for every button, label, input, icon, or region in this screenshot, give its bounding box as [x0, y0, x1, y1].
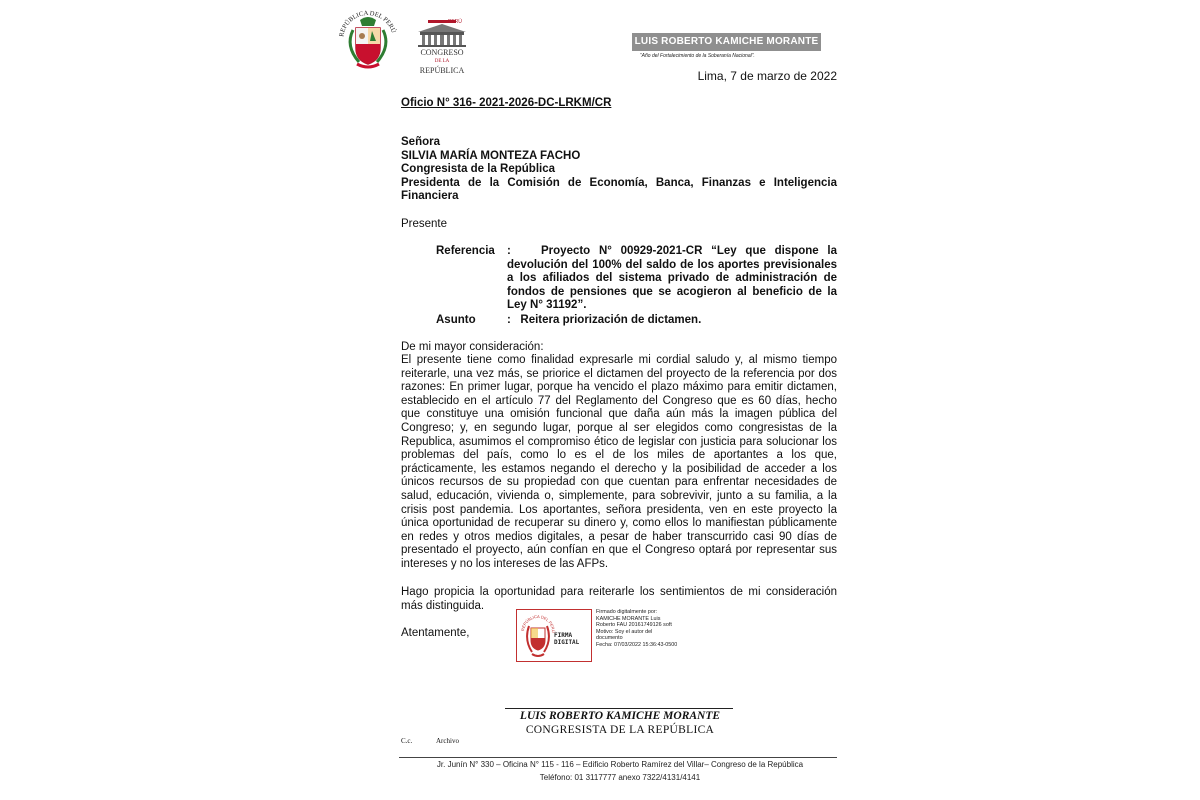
- referencia-colon: :: [507, 245, 511, 257]
- sig-info-line: KAMICHE MORANTE Luis: [596, 615, 661, 622]
- firma-digital-label: [554, 632, 579, 646]
- congreso-name: CONGRESO: [420, 48, 464, 57]
- addressee-block: [401, 136, 837, 204]
- addressee-name: SILVIA MARÍA MONTEZA FACHO: [401, 149, 581, 162]
- congreso-sub: DE LA: [434, 59, 450, 64]
- footer-phone: Teléfono: 01 3117777 anexo 7322/4131/4141: [539, 773, 701, 782]
- signer-name: LUIS ROBERTO KAMICHE MORANTE: [519, 710, 721, 722]
- addressee-role: Congresista de la República: [401, 163, 556, 175]
- asunto-text: : Reitera priorización de dictamen.: [507, 314, 702, 326]
- shield-arc-text: REPÚBLICA DEL PERÚ: [338, 9, 397, 38]
- cc-label: C.c.: [401, 737, 413, 745]
- body-paragraph: El presente tiene como finalidad expresarle mi cordial saludo y, al mismo tiempo reiterarle, una vez más, se priorice el dictamen del proyecto de la referencia por dos razones: En primer lugar, porque ha vencido el plazo máximo para emitir dictamen, establecido en el artículo 77 del Reglamento del Congreso que es 60 días, hecho que constituye una omisión funcional que daña aún más la imagen pública del Congreso; y, en segundo lugar, porque al ser elegidos como congresistas de la Republica, asumimos el compromiso ético de legislar con justicia para solucionar los problemas del país, como lo es el de los miles de aportantes a los que, prácticamente, les estamos negando el derecho y la posibilidad de acceder a los únicos recursos de su propiedad con que cuentan para enfrentar necesidades de salud, educación, vivienda o, simplemente, para sobrevivir, junto a su familia, a la crisis post pandemia. Los aportantes, señora presidenta, ven en este proyecto la única oportunidad de recuperar su dinero y, como ellos lo manifiestan públicamente en redes y otros medios digitales, a pesar de haber transcurrido casi 90 días de presentado el proyecto, aún confían en que el Congreso optará por representar sus intereses y no los intereses de las AFPs.: [401, 354, 837, 570]
- greeting: De mi mayor consideración:: [401, 341, 544, 353]
- sig-info-line: documento: [596, 635, 623, 642]
- referencia-label: Referencia: [436, 245, 495, 257]
- atentamente: Atentamente,: [401, 627, 470, 639]
- sig-info-line: Roberto FAU 20161749126 soft: [596, 622, 672, 629]
- cc-value: Archivo: [436, 737, 459, 745]
- presente: Presente: [401, 218, 448, 230]
- sig-info-line: Firmado digitalmente por:: [596, 609, 658, 615]
- peru-coat-of-arms-logo: [333, 8, 403, 70]
- addressee-commission: Presidenta de la Comisión de Economía, Banca, Finanzas e Inteligencia Financiera: [401, 176, 837, 202]
- letter-date: Lima, 7 de marzo de 2022: [697, 69, 837, 83]
- oficio-number: Oficio N° 316- 2021-2026-DC-LRKM/CR: [401, 97, 612, 109]
- signer-title: CONGRESISTA DE LA REPÚBLICA: [525, 724, 715, 736]
- congreso-republica: REPÚBLICA: [419, 66, 465, 75]
- signature-info: [596, 609, 726, 649]
- footer-address: Jr. Junín N° 330 – Oficina N° 115 - 116 – Edificio Roberto Ramírez del Villar– Congreso de la República: [436, 760, 804, 769]
- referencia-text: Proyecto N° 00929-2021-CR “Ley que dispone la devolución del 100% del saldo de los aportes previsionales a los afiliados del sistema privado de administración de fondos de pensiones que se acogieron al beneficio de la Ley N° 31192”.: [507, 245, 837, 312]
- firma-line: FIRMA: [554, 632, 573, 639]
- congreso-wordmark: [412, 48, 472, 75]
- year-motto: “Año del Fortalecimiento de la Soberanía Nacional”.: [640, 53, 755, 59]
- asunto-label: Asunto: [436, 314, 476, 326]
- congressman-name-banner: LUIS ROBERTO KAMICHE MORANTE: [632, 33, 821, 51]
- seal-arc-text: REPÚBLICA DEL PERÚ: [520, 613, 556, 633]
- addressee-salutation: Señora: [401, 136, 440, 148]
- sig-info-line: Motivo: Soy el autor del: [596, 628, 653, 635]
- congreso-peru-label: PERÚ: [448, 19, 462, 25]
- sig-info-line: Fecha: 07/03/2022 15:36:43-0500: [596, 641, 678, 648]
- signature-line: [505, 708, 733, 709]
- signature-seal-icon: [520, 612, 556, 660]
- closing-paragraph: Hago propicia la oportunidad para reiterarle los sentimientos de mi consideración más distinguida.: [401, 586, 837, 612]
- digital-line: DIGITAL: [554, 639, 580, 646]
- footer-divider: [399, 757, 837, 758]
